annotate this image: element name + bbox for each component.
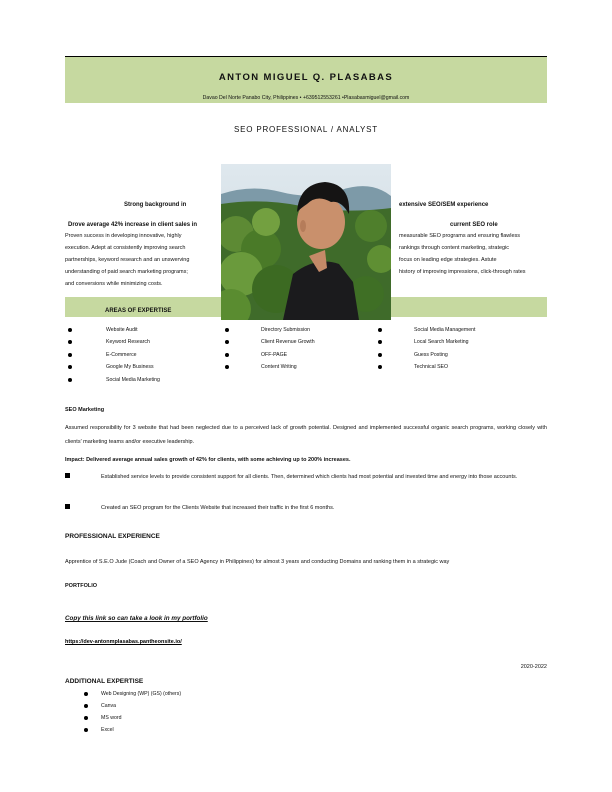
list-item: Web Designing (WP) (GS) (others) (84, 688, 384, 700)
list-item: Excel (84, 724, 384, 736)
summary-left-heading: Strong background in (124, 202, 187, 208)
summary-right-line: rankings through content marketing, strategic (399, 245, 510, 251)
list-item: Guess Posting (378, 349, 543, 361)
seo-bullet-1: Established service levels to provide consistent support for all clients. Then, determined which clients had most potential and invested time and energy into those accounts. (101, 474, 518, 480)
bullet-icon (68, 353, 72, 357)
summary-right-line: focus on leading edge strategies. Astute (399, 257, 497, 263)
years-range: 2020-2022 (520, 664, 547, 670)
portfolio-instruction: Copy this link so can take a look in my portfolio (65, 615, 208, 622)
seo-marketing-title: SEO Marketing (65, 407, 105, 413)
summary-left-line: partnerships, keyword research and an unswerving (65, 257, 190, 263)
summary-right-line: history of improving impressions, click-through rates (399, 269, 526, 275)
bullet-icon (84, 692, 88, 696)
bullet-icon (68, 378, 72, 382)
bullet-icon (378, 328, 382, 332)
contact-line: Davao Del Norte Panabo City, Philippines • +639512553261 •Plasabasmiguel@gmail.com (202, 95, 410, 101)
bullet-icon (378, 353, 382, 357)
bullet-icon (68, 365, 72, 369)
bullet-icon (378, 365, 382, 369)
expertise-col-3 (378, 324, 543, 374)
bullet-icon (68, 340, 72, 344)
summary-left-subheading: Drove average 42% increase in client sales in (68, 222, 198, 228)
list-item: Website Audit (68, 324, 218, 336)
list-item: OFF-PAGE (225, 349, 375, 361)
list-item: Canva (84, 700, 384, 712)
portfolio-link[interactable]: https://dev-antonmplasabas.pantheonsite.io/ (65, 639, 182, 645)
list-item: Google My Business (68, 361, 218, 373)
experience-text: Apprentice of S.E.O Jude (Coach and Owner of a SEO Agency in Philippines) for almost 3 years and conducting Domains and ranking them in a strategic way (65, 559, 450, 565)
summary-left-line: execution. Adept at consistently improving search (65, 245, 186, 251)
list-item: E-Commerce (68, 349, 218, 361)
bullet-icon (84, 728, 88, 732)
profile-photo (221, 164, 391, 320)
summary-right-heading: extensive SEO/SEM experience (399, 202, 489, 208)
expertise-band-right (391, 297, 547, 317)
expertise-title: AREAS OF EXPERTISE (105, 308, 172, 314)
list-item: Local Search Marketing (378, 336, 543, 348)
additional-expertise-list (84, 688, 384, 736)
portfolio-title: PORTFOLIO (65, 583, 98, 589)
bullet-icon (225, 340, 229, 344)
bullet-icon (225, 328, 229, 332)
expertise-col-2 (225, 324, 375, 374)
bullet-icon (84, 716, 88, 720)
bullet-icon (84, 704, 88, 708)
bullet-icon (378, 340, 382, 344)
additional-expertise-title: ADDITIONAL EXPERTISE (65, 678, 144, 685)
summary-left-line: Proven success in developing innovative, highly (65, 233, 182, 239)
list-item: Social Media Marketing (68, 374, 218, 386)
expertise-col-1 (68, 324, 218, 386)
list-item: Keyword Research (68, 336, 218, 348)
bullet-icon (225, 365, 229, 369)
resume-name: ANTON MIGUEL Q. PLASABAS (218, 72, 394, 83)
impact-statement: Impact: Delivered average annual sales growth of 42% for clients, with some achieving up to 200% increases. (65, 457, 351, 463)
list-item: Directory Submission (225, 324, 375, 336)
experience-title: PROFESSIONAL EXPERIENCE (65, 533, 160, 540)
bullet-icon (68, 328, 72, 332)
summary-left-text (65, 230, 220, 290)
list-item: MS word (84, 712, 384, 724)
summary-left-line: understanding of paid search marketing programs; (65, 269, 188, 275)
bullet-icon (225, 353, 229, 357)
headline: SEO PROFESSIONAL / ANALYST (234, 125, 378, 134)
summary-right-line: measurable SEO programs and ensuring flawless (399, 233, 521, 239)
bullet-square-icon (65, 504, 70, 509)
summary-left-line: and conversions while minimizing costs. (65, 281, 163, 287)
seo-bullet-2: Created an SEO program for the Clients Website that increased their traffic in the first 6 months. (101, 505, 335, 511)
seo-marketing-paragraph: Assumed responsibility for 3 website that had been neglected due to a perceived lack of growth potential. Designed and implemented successful organic search programs, working closely with clients' marketing teams and/or executive leadership. (65, 425, 547, 445)
summary-right-text (399, 230, 547, 278)
list-item: Social Media Management (378, 324, 543, 336)
summary-right-subheading: current SEO role (450, 222, 498, 228)
list-item: Content Writing (225, 361, 375, 373)
list-item: Client Revenue Growth (225, 336, 375, 348)
expertise-band-left (65, 297, 221, 317)
list-item: Technical SEO (378, 361, 543, 373)
